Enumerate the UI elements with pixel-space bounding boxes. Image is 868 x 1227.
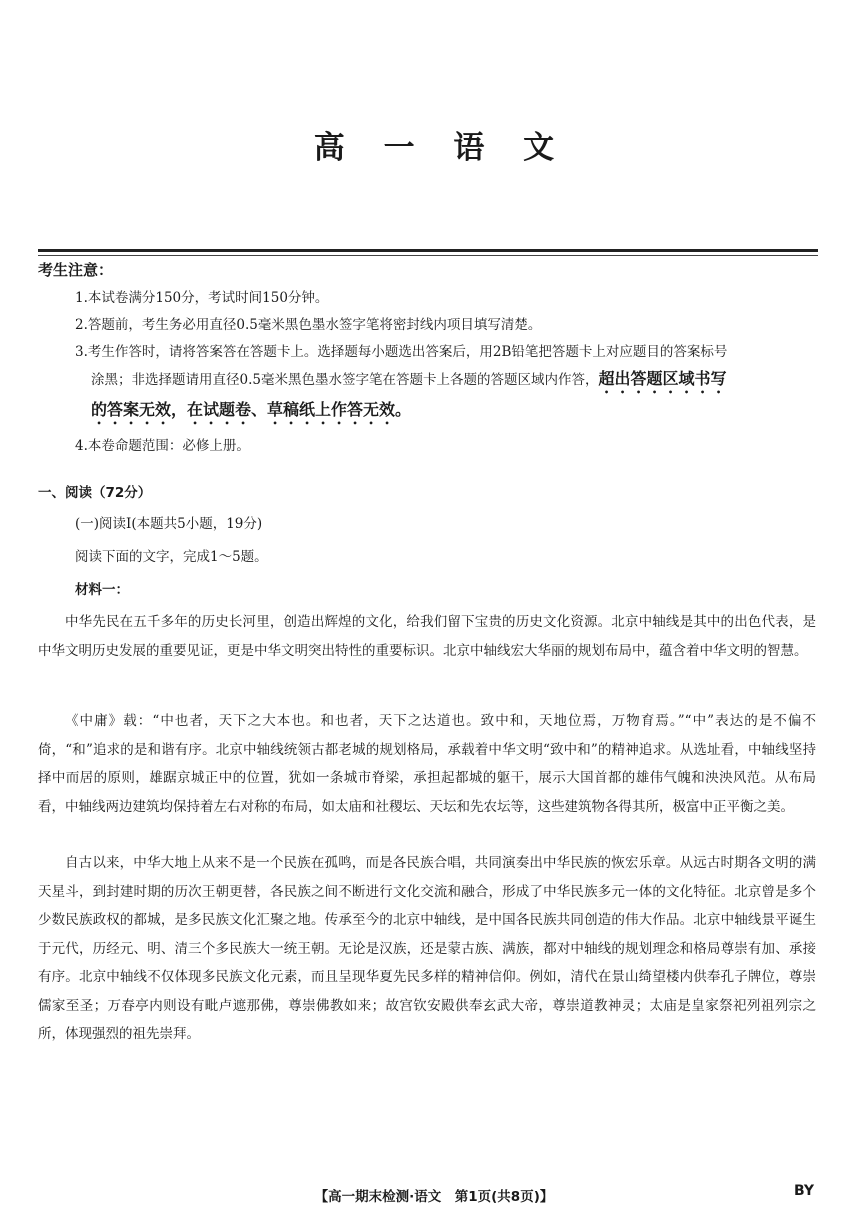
notice-item-4: 4.本卷命题范围：必修上册。	[75, 438, 250, 454]
reading-instruction: 阅读下面的文字，完成1～5题。	[75, 549, 268, 565]
section-subheading: (一)阅读Ⅰ(本题共5小题，19分)	[75, 516, 263, 532]
page-footer: 【高一期末检测·语文 第1页(共8页)】	[314, 1189, 554, 1205]
section-heading: 一、阅读（72分）	[38, 485, 152, 501]
notice-item-1: 1.本试卷满分150分，考试时间150分钟。	[75, 290, 329, 306]
material-label: 材料一：	[75, 582, 129, 598]
notice-heading: 考生注意：	[38, 261, 114, 279]
notice-item-3-plain: 涂黑；非选择题请用直径0.5毫米黑色墨水签字笔在答题卡上各题的答题区域内作答，	[91, 372, 599, 388]
notice-item-3: 3.考生作答时，请将答案答在答题卡上。选择题每小题选出答案后，用2B铅笔把答题卡上对应题目的答案标号	[75, 344, 728, 360]
notice-item-3-continued	[91, 366, 816, 397]
notice-item-2: 2.答题前，考生务必用直径0.5毫米黑色墨水签字笔将密封线内项目填写清楚。	[75, 317, 542, 333]
footer-code: BY	[794, 1183, 815, 1199]
page-title: 高 一 语 文	[313, 130, 569, 166]
notice-item-3-emphasis-end: 的答案无效，在试题卷、草稿纸上作答无效。	[91, 400, 412, 419]
header-rule-thin	[38, 255, 818, 256]
notice-item-3-emphasis: 超出答题区域书写	[598, 369, 727, 388]
paragraph-1: 中华先民在五千多年的历史长河里，创造出辉煌的文化，给我们留下宝贵的历史文化资源。北京中轴线是其中的出色代表，是中华文明历史发展的重要见证，更是中华文明突出特性的重要标识。北京中轴线宏大华丽的规划布局中，蕴含着中华文明的智慧。	[38, 614, 816, 659]
header-rule-thick	[38, 249, 818, 252]
paragraph-2: 《中庸》载：“中也者，天下之大本也。和也者，天下之达道也。致中和，天地位焉，万物育焉。”“中”表达的是不偏不倚，“和”追求的是和谐有序。北京中轴线统领古都老城的规划格局，承载着中华文明“致中和”的精神追求。从选址看，中轴线坚持择中而居的原则，雄踞京城正中的位置，犹如一条城市脊梁，承担起都城的躯干，展示大国首都的雄伟气魄和泱泱风范。从布局看，中轴线两边建筑均保持着左右对称的布局，如太庙和社稷坛、天坛和先农坛等，这些建筑物各得其所，极富中正平衡之美。	[38, 713, 816, 815]
paragraph-3: 自古以来，中华大地上从来不是一个民族在孤鸣，而是各民族合唱，共同演奏出中华民族的恢宏乐章。从远古时期各文明的满天星斗，到封建时期的历次王朝更替，各民族之间不断进行文化交流和融合，形成了中华民族多元一体的文化特征。北京曾是多个少数民族政权的都城，是多民族文化汇聚之地。传承至今的北京中轴线，是中国各民族共同创造的伟大作品。北京中轴线景平诞生于元代，历经元、明、清三个多民族大一统王朝。无论是汉族，还是蒙古族、满族，都对中轴线的规划理念和格局尊崇有加、承接有序。北京中轴线不仅体现多民族文化元素，而且呈现华夏先民多样的精神信仰。例如，清代在景山绮望楼内供奉孔子牌位，尊崇儒家至圣；万春亭内则设有毗卢遮那佛，尊崇佛教如来；故宫钦安殿供奉玄武大帝，尊崇道教神灵；太庙是皇家祭祀列祖列宗之所，体现强烈的祖先崇拜。	[38, 855, 816, 1042]
